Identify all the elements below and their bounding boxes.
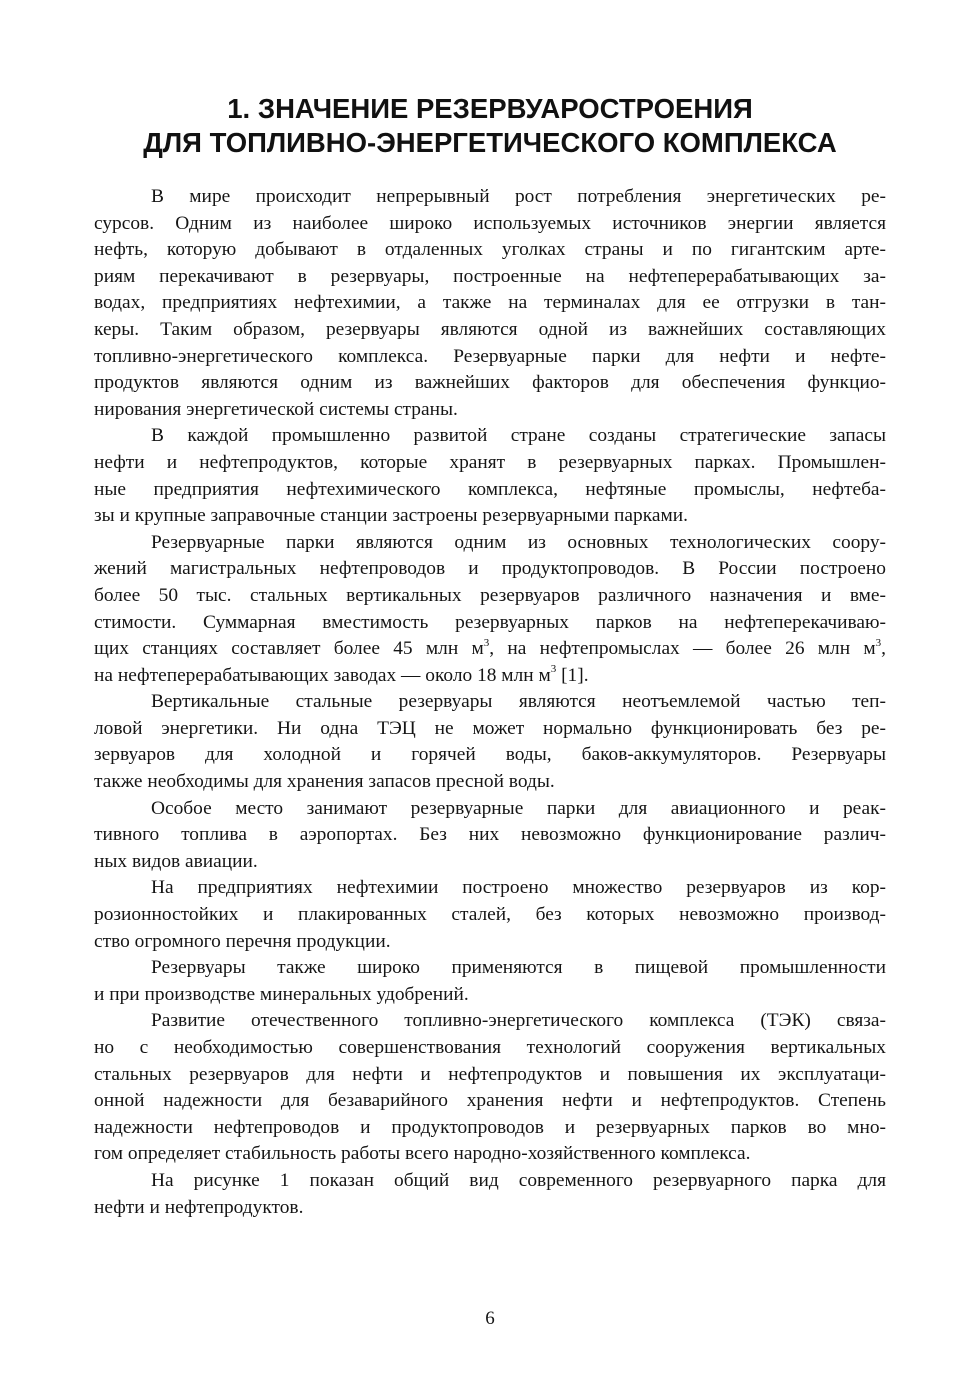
text-segment: щих станциях составляет более 45 млн м bbox=[94, 638, 484, 660]
text-line: более 50 тыс. стальных вертикальных резервуаров различного назначения и вме- bbox=[94, 584, 886, 606]
text-line: Развитие отечественного топливно-энергетического комплекса (ТЭК) связа- bbox=[151, 1010, 886, 1032]
paragraph-6 bbox=[94, 875, 886, 955]
text-line: В каждой промышленно развитой стране созданы стратегические запасы bbox=[151, 425, 886, 447]
paragraph-3 bbox=[94, 530, 886, 690]
chapter-title-line-2: ДЛЯ ТОПЛИВНО-ЭНЕРГЕТИЧЕСКОГО КОМПЛЕКСА bbox=[143, 127, 837, 158]
text-segment: , на нефтепромыслах — более 26 млн м bbox=[489, 638, 876, 660]
chapter-title-line-1: 1. ЗНАЧЕНИЕ РЕЗЕРВУАРОСТРОЕНИЯ bbox=[227, 93, 753, 124]
text-line: риям перекачивают в резервуары, построенные на нефтеперерабатывающих за- bbox=[94, 265, 886, 287]
text-line: стальных резервуаров для нефти и нефтепродуктов и повышения их эксплуатаци- bbox=[94, 1063, 886, 1085]
text-line bbox=[94, 636, 886, 663]
text-line: водах, предприятиях нефтехимии, а также на терминалах для ее отгрузки в тан- bbox=[94, 292, 886, 314]
text-line: топливно-энергетического комплекса. Резервуарные парки для нефти и нефте- bbox=[94, 345, 886, 367]
text-line: зы и крупные заправочные станции застроены резервуарными парками. bbox=[94, 505, 688, 527]
text-line: нефть, которую добывают в отдаленных уголках страны и по гигантским арте- bbox=[94, 239, 886, 261]
text-line: также необходимы для хранения запасов пресной воды. bbox=[94, 771, 555, 793]
body-text bbox=[94, 184, 886, 1221]
text-segment: [1]. bbox=[556, 664, 589, 686]
text-line: Резервуарные парки являются одним из основных технологических соору- bbox=[151, 531, 886, 553]
text-line: нефти и нефтепродуктов. bbox=[94, 1196, 304, 1218]
text-line: розионностойких и плакированных сталей, без которых невозможно производ- bbox=[94, 904, 886, 926]
superscript: 3 bbox=[483, 636, 490, 649]
text-line: ных видов авиации. bbox=[94, 850, 258, 872]
paragraph-1 bbox=[94, 184, 886, 423]
paragraph-7 bbox=[94, 955, 886, 1008]
text-line: нирования энергетической системы страны. bbox=[94, 398, 458, 420]
text-line: продуктов являются одним из важнейших факторов для обеспечения функцио- bbox=[94, 372, 886, 394]
paragraph-8 bbox=[94, 1008, 886, 1168]
text-line: нефти и нефтепродуктов, которые хранят в резервуарных парках. Промышлен- bbox=[94, 451, 886, 473]
text-line: ловой энергетики. Ни одна ТЭЦ не может нормально функционировать без ре- bbox=[94, 717, 886, 739]
text-line: гом определяет стабильность работы всего народно-хозяйственного комплекса. bbox=[94, 1143, 751, 1165]
text-line bbox=[94, 663, 886, 690]
superscript: 3 bbox=[550, 663, 557, 676]
page-number: 6 bbox=[485, 1308, 495, 1329]
text-line: зервуаров для холодной и горячей воды, баков-аккумуляторов. Резервуары bbox=[94, 744, 886, 766]
paragraph-4 bbox=[94, 689, 886, 795]
paragraph-2 bbox=[94, 423, 886, 529]
text-line: керы. Таким образом, резервуары являются одной из важнейших составляющих bbox=[94, 318, 886, 340]
text-segment: на нефтеперерабатывающих заводах — около 18 млн м bbox=[94, 664, 551, 686]
chapter-title bbox=[94, 92, 886, 160]
text-line: ство огромного перечня продукции. bbox=[94, 930, 391, 952]
paragraph-9 bbox=[94, 1168, 886, 1221]
text-line: сурсов. Одним из наиболее широко используемых источников энергии является bbox=[94, 212, 886, 234]
superscript: 3 bbox=[875, 636, 882, 649]
text-line: На предприятиях нефтехимии построено множество резервуаров из кор- bbox=[151, 877, 886, 899]
text-line: ные предприятия нефтехимического комплекса, нефтяные промыслы, нефтеба- bbox=[94, 478, 886, 500]
text-line: Резервуары также широко применяются в пищевой промышленности bbox=[151, 957, 886, 979]
text-line: тивного топлива в аэропортах. Без них невозможно функционирование различ- bbox=[94, 824, 886, 846]
text-line: Особое место занимают резервуарные парки для авиационного и реак- bbox=[151, 797, 886, 819]
text-line: онной надежности для безаварийного хранения нефти и нефтепродуктов. Степень bbox=[94, 1090, 886, 1112]
text-line: В мире происходит непрерывный рост потребления энергетических ре- bbox=[151, 186, 886, 207]
text-line: На рисунке 1 показан общий вид современного резервуарного парка для bbox=[151, 1169, 886, 1191]
text-segment: , bbox=[881, 638, 886, 660]
text-line: Вертикальные стальные резервуары являются неотъемлемой частью теп- bbox=[151, 691, 886, 713]
text-line: жений магистральных нефтепроводов и продуктопроводов. В России построено bbox=[94, 558, 886, 580]
paragraph-5 bbox=[94, 796, 886, 876]
text-line: надежности нефтепроводов и продуктопроводов и резервуарных парков во мно- bbox=[94, 1116, 886, 1138]
text-line: но с необходимостью совершенствования технологий сооружения вертикальных bbox=[94, 1037, 886, 1058]
text-line: и при производстве минеральных удобрений. bbox=[94, 983, 469, 1005]
text-line: стимости. Суммарная вместимость резервуарных парков на нефтеперекачиваю- bbox=[94, 611, 886, 633]
